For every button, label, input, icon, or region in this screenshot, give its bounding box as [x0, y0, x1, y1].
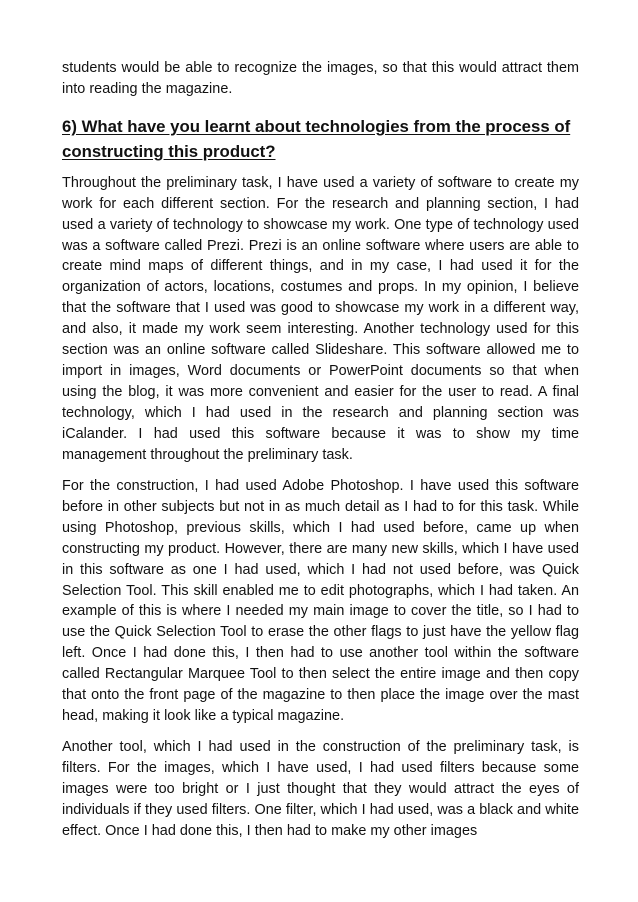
section-heading: 6) What have you learnt about technologies from the process of constructing this product?: [62, 116, 571, 161]
paragraph-filters: Another tool, which I had used in the construction of the preliminary task, is filters. For the images, which I have used, I had used filters because some images were too bright or I just thought that they would attract the eyes of individuals if they used filters. One filter, which I had used, was a black and white effect. Once I had done this, I then had to make my other images: [62, 739, 579, 839]
document-page: [62, 58, 579, 852]
paragraph-research-planning: Throughout the preliminary task, I have used a variety of software to create my work for each different section. For the research and planning section, I had used a variety of technology to showcase my work. One type of technology used was a software called Prezi. Prezi is an online software where users are able to create mind maps of different things, and in my case, I had used it for the organization of actors, locations, costumes and props. In my opinion, I believe that the software that I used was good to showcase my work in a different way, and also, it made my work seem interesting. Another technology used for this section was an online software called Slideshare. This software allowed me to import in images, Word documents or PowerPoint documents so that when using the blog, it was more convenient and easier for the user to read. A final technology, which I had used in the research and planning section was iCalander. I had used this software because it was to show my time management throughout the preliminary task.: [62, 174, 579, 463]
intro-paragraph: students would be able to recognize the images, so that this would attract them into reading the magazine.: [62, 60, 579, 97]
paragraph-construction: For the construction, I had used Adobe Photoshop. I have used this software before in other subjects but not in as much detail as I had to for this task. While using Photoshop, previous skills, which I had used before, came up when constructing my product. However, there are many new skills, which I have used in this software as one I had used, which I had not used before, was Quick Selection Tool. This skill enabled me to edit photographs, which I had taken. An example of this is where I needed my main image to cover the title, so I had to use the Quick Selection Tool to erase the other flags to just have the yellow flag left. Once I had done this, I then had to use another tool within the software called Rectangular Marquee Tool to then select the entire image and then copy that onto the front page of the magazine to then place the image over the mast head, making it look like a typical magazine.: [62, 478, 579, 724]
